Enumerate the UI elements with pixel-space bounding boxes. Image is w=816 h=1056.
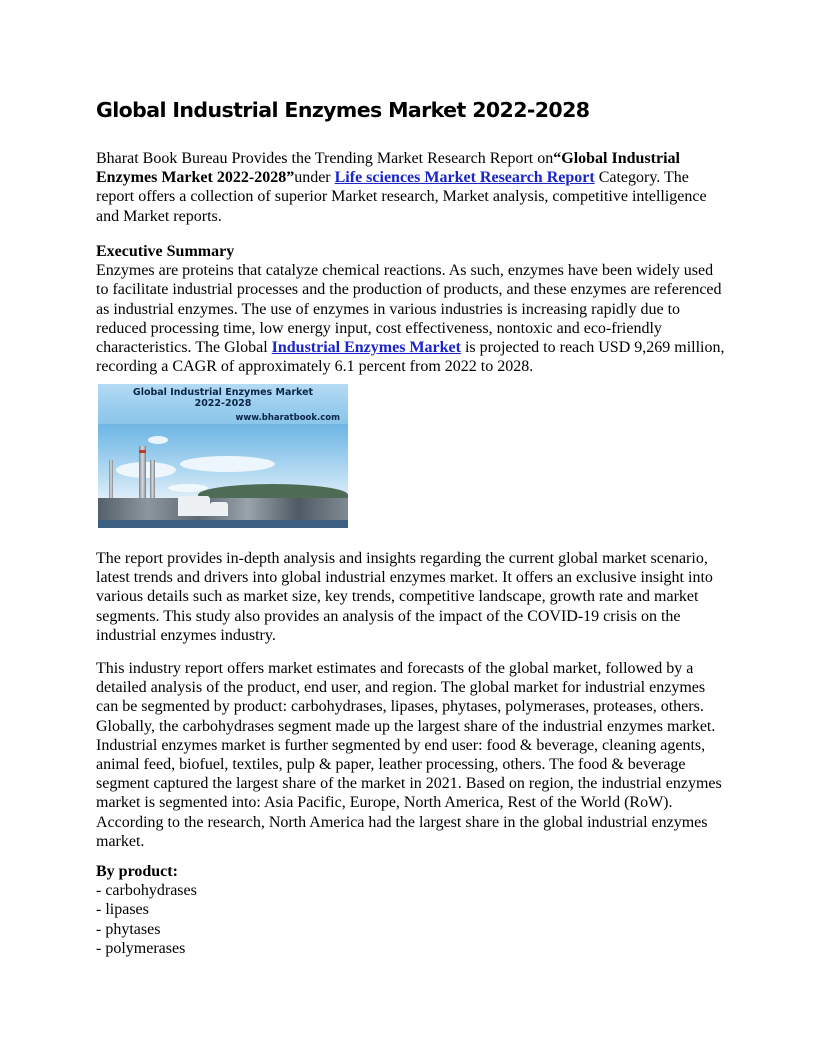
by-product-section [96, 862, 726, 958]
intro-text: Bharat Book Bureau Provides the Trending Market Research Report on [96, 150, 554, 167]
water-graphic [98, 520, 348, 528]
banner-title-line1: Global Industrial Enzymes Market [132, 387, 314, 398]
by-product-heading: By product: [96, 863, 178, 880]
by-product-item: - phytases [96, 920, 161, 938]
by-product-item: - carbohydrases [96, 882, 197, 900]
storage-tank-graphic [210, 502, 228, 516]
market-banner-image [98, 384, 348, 528]
storage-tank-graphic [178, 496, 210, 516]
by-product-item: - polymerases [96, 939, 186, 957]
document-title: Global Industrial Enzymes Market 2022-2028 [96, 98, 590, 122]
banner-title-line2: 2022-2028 [194, 398, 252, 409]
by-product-item: - lipases [96, 901, 149, 919]
segments-paragraph [96, 659, 726, 851]
segments-text: This industry report offers market estimates and forecasts of the global market, followed by a detailed analysis of the product, end user, and region. The global market for industrial enzymes can be segmented by product: carbohydrases, lipases, phytases, polymerases, proteases, others. Globally, the carbohydrases segment made up the largest share of the industrial enzymes market. Industrial enzymes market is further segmented by end user: food & beverage, cleaning agents, animal feed, biofuel, textiles, pulp & paper, leather processing, others. The food & beverage segment captured the largest share of the market in 2021. Based on region, the industrial enzymes market is segmented into: Asia Pacific, Europe, North America, Rest of the World (RoW). According to the research, North America had the largest share in the global industrial enzymes market. [96, 660, 722, 850]
executive-summary-heading: Executive Summary [96, 243, 235, 260]
analysis-text: The report provides in-depth analysis and insights regarding the current global market scenario, latest trends and drivers into global industrial enzymes market. It offers an exclusive insight into various details such as market size, key trends, competitive landscape, growth rate and market segments. This study also provides an analysis of the impact of the COVID-19 crisis on the industrial enzymes industry. [96, 550, 713, 644]
banner-title [98, 387, 348, 409]
intro-paragraph [96, 149, 726, 226]
executive-summary-section [96, 242, 726, 376]
life-sciences-report-link[interactable]: Life sciences Market Research Report [334, 169, 595, 187]
banner-url: www.bharatbook.com [235, 413, 340, 423]
intro-under-text: under [294, 169, 335, 187]
industrial-enzymes-market-link[interactable]: Industrial Enzymes Market [271, 339, 461, 357]
executive-summary-text-after: is projected to reach USD 9,269 million, recording a CAGR of approximately 6.1 percent from 2022 to 2028. [96, 339, 725, 376]
analysis-paragraph [96, 549, 726, 645]
report-name: “Global Industrial Enzymes Market 2022-2028” [96, 150, 680, 187]
intro-after-text: Category. The report offers a collection of superior Market research, Market analysis, competitive intelligence and Market reports. [96, 169, 707, 225]
executive-summary-text: Enzymes are proteins that catalyze chemical reactions. As such, enzymes have been widely used to facilitate industrial processes and the production of products, and these enzymes are referenced as industrial enzymes. The use of enzymes in various industries is increasing rapidly due to reduced processing time, low energy input, cost effectiveness, nontoxic and eco-friendly characteristics. The Global [96, 262, 722, 357]
